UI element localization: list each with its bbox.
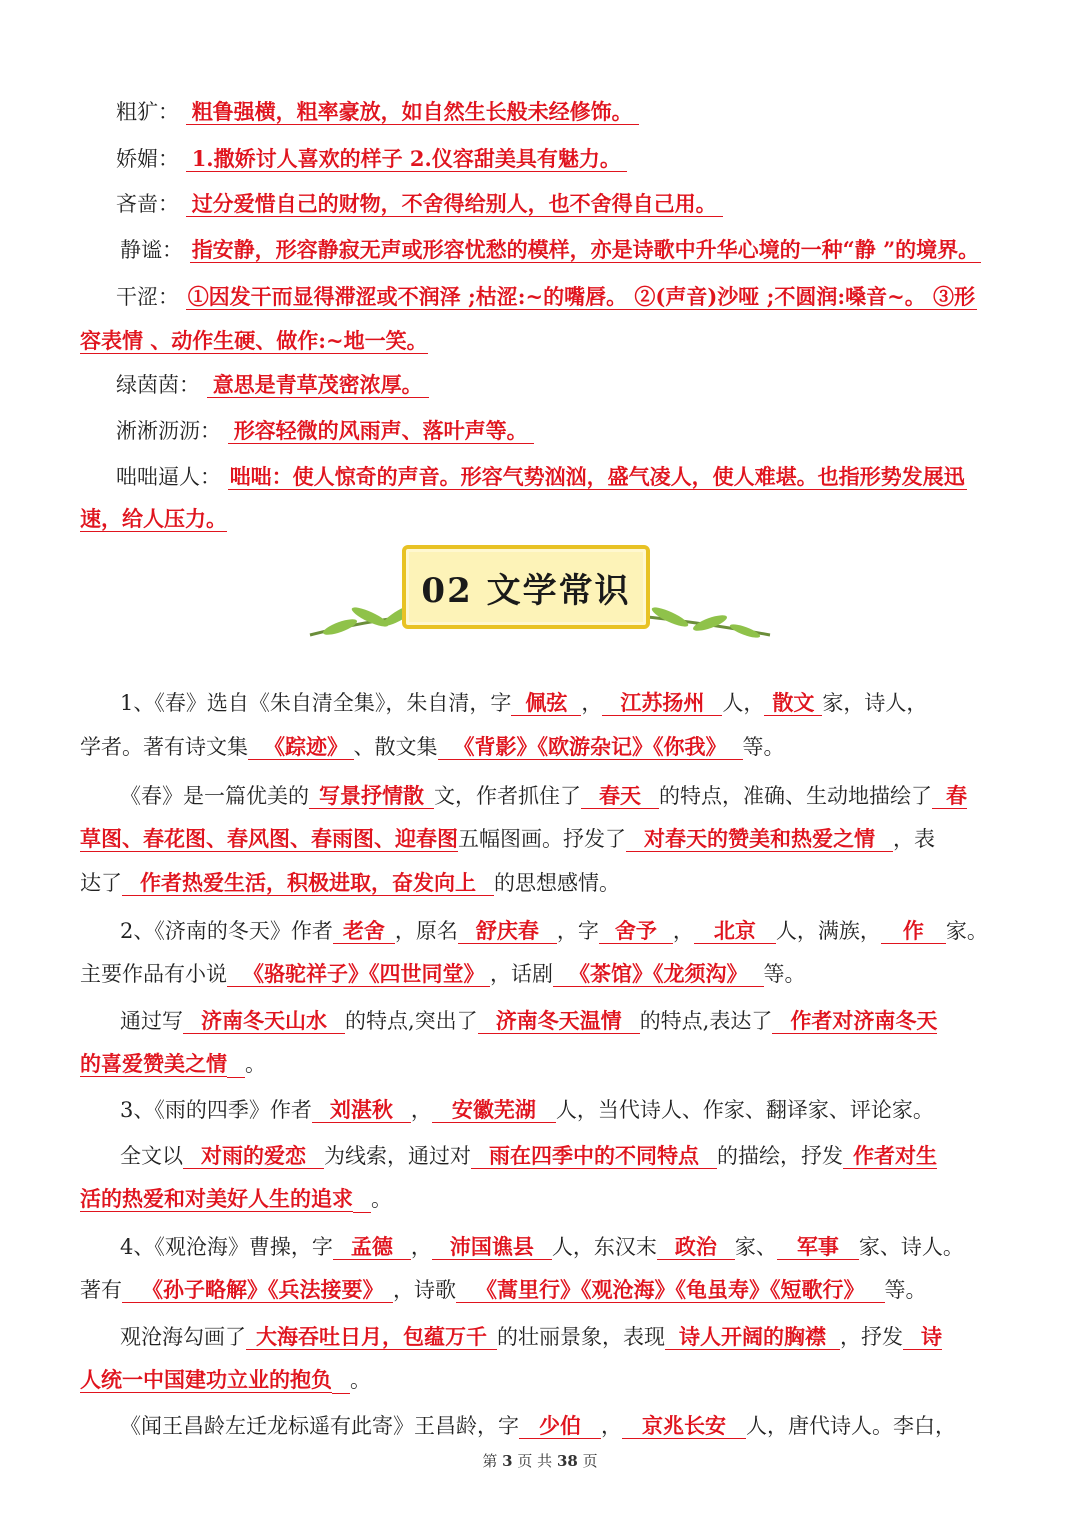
body-text: 家，诗人， — [822, 691, 928, 715]
body-text: 02 — [421, 571, 473, 611]
body-text: 学者。著有诗文集 — [80, 735, 248, 759]
answer-blank — [227, 1051, 245, 1078]
answer-text: 大海吞吐日月，包蕴万千 — [246, 1324, 497, 1350]
answer-text: 北京 — [694, 918, 776, 944]
vocab-term: 娇媚： — [116, 147, 179, 171]
body-text: 的描绘，抒发 — [717, 1144, 843, 1168]
answer-text: 诗人开阔的胸襟 — [665, 1324, 840, 1350]
text-line — [120, 1097, 1000, 1123]
body-text: ，字 — [556, 919, 599, 943]
body-text: ，话剧 — [490, 962, 553, 986]
body-text: 3、《雨的四季》作者 — [120, 1098, 312, 1122]
body-text: ，原名 — [394, 919, 458, 943]
answer-text: 政治 — [657, 1234, 735, 1260]
answer-text: 济南冬天山水 — [183, 1008, 345, 1034]
vocab-term: 吝啬： — [116, 192, 179, 216]
body-text: ， — [672, 919, 694, 943]
vocab-item — [116, 418, 1000, 444]
body-text: 的思想感情。 — [494, 871, 620, 895]
body-text: 家。 — [945, 919, 988, 943]
answer-text: 春天 — [581, 783, 659, 809]
body-text: 等。 — [763, 962, 806, 986]
body-text: 的特点，准确、生动地描绘了 — [659, 784, 932, 808]
body-text: ， — [581, 691, 603, 715]
body-text: 家、 — [734, 1235, 777, 1259]
vocab-definition: 意思是青草茂密浓厚。 — [207, 372, 429, 398]
body-text: 页 — [582, 1452, 598, 1470]
body-text: 人， — [722, 691, 765, 715]
answer-text: 老舍 — [333, 918, 395, 944]
text-line — [80, 961, 1000, 987]
body-text: 2、《济南的冬天》作者 — [120, 919, 333, 943]
body-text: 全文以 — [120, 1144, 183, 1168]
text-line — [120, 1234, 1000, 1260]
answer-text: 江苏扬州 — [602, 690, 722, 716]
vocab-definition: 速，给人压力。 — [80, 506, 227, 531]
body-text: 页 共 — [517, 1452, 553, 1470]
body-text: 的特点,突出了 — [345, 1009, 478, 1033]
vocab-definition: 粗鲁强横，粗率豪放，如自然生长般未经修饰。 — [186, 99, 639, 125]
body-text: 第 — [482, 1452, 498, 1470]
body-text: 五幅图画。抒发了 — [458, 827, 626, 851]
vocab-term: 淅淅沥沥： — [116, 419, 221, 443]
body-text: 通过写 — [120, 1009, 183, 1033]
body-text: 。 — [350, 1368, 371, 1392]
text-line — [120, 1008, 1000, 1034]
body-text: 观沧海勾画了 — [120, 1325, 246, 1349]
body-text: 的壮丽景象，表现 — [497, 1325, 665, 1349]
answer-text: 军事 — [777, 1234, 859, 1260]
answer-text: 草图、春花图、春风图、春雨图、迎春图 — [80, 826, 458, 851]
vocab-item-continued — [80, 328, 1000, 354]
text-line — [120, 1324, 1000, 1350]
answer-text: 京兆长安 — [622, 1413, 746, 1439]
body-text: 等。 — [884, 1278, 927, 1302]
vocab-definition: 过分爱惜自己的财物，不舍得给别人，也不舍得自己用。 — [186, 191, 723, 217]
answer-text: 舒庆春 — [458, 918, 557, 944]
answer-text: 舍予 — [599, 918, 673, 944]
vocab-term: 粗犷： — [116, 100, 179, 124]
vocab-definition: 形容轻微的风雨声、落叶声等。 — [228, 418, 534, 444]
body-text: 达了 — [80, 871, 122, 895]
body-text: 人，当代诗人、作家、翻译家、评论家。 — [555, 1098, 934, 1122]
page-total: 38 — [556, 1452, 578, 1470]
body-text: ， — [601, 1414, 622, 1438]
body-text: 。 — [245, 1052, 266, 1076]
answer-text: 《踪迹》 — [248, 734, 354, 760]
body-text: 4、《观沧海》曹操，字 — [120, 1235, 333, 1259]
answer-text: 作 — [881, 918, 946, 944]
answer-text: 写景抒情散 — [309, 783, 434, 809]
vocab-definition: ①因发干而显得滞涩或不润泽 ;枯涩:~的嘴唇。 ②(声音)沙哑 ;不圆润:嗓音~。 ③形 — [187, 284, 976, 309]
vocab-item — [116, 146, 1000, 172]
body-text: 文学常识 — [486, 571, 631, 611]
text-line — [80, 1051, 1000, 1078]
body-text: 人，东汉末 — [551, 1235, 657, 1259]
answer-text: 雨在四季中的不同特点 — [471, 1143, 717, 1169]
text-line — [80, 826, 1000, 852]
body-text: ， — [410, 1235, 432, 1259]
vocab-term: 绿茵茵： — [116, 373, 200, 397]
body-text: ，诗歌 — [393, 1278, 456, 1302]
body-text: ，抒发 — [840, 1325, 903, 1349]
body-text: 文，作者抓住了 — [434, 784, 581, 808]
answer-blank — [353, 1186, 371, 1213]
body-text: 著有 — [80, 1278, 122, 1302]
text-line — [120, 918, 1000, 944]
body-text: 《春》是一篇优美的 — [120, 784, 309, 808]
section-title-box — [402, 545, 650, 629]
answer-text: 作者对生 — [843, 1143, 937, 1169]
body-text: 1、《春》选自《朱自清全集》，朱自清，字 — [120, 691, 512, 715]
answer-text: 活的热爱和对美好人生的追求 — [80, 1186, 353, 1211]
answer-text: 的喜爱赞美之情 — [80, 1051, 227, 1076]
answer-text: 春 — [932, 783, 967, 809]
answer-text: 《骆驼祥子》《四世同堂》 — [227, 961, 490, 987]
section-banner — [300, 535, 780, 665]
page-footer — [0, 1450, 1080, 1471]
page-number: 3 — [502, 1452, 513, 1470]
text-line — [80, 1277, 1000, 1303]
vocab-term: 静谧： — [120, 238, 183, 262]
section-title — [406, 563, 646, 612]
answer-text: 刘湛秋 — [312, 1097, 411, 1123]
answer-text: 作者热爱生活，积极进取，奋发向上 — [122, 870, 494, 896]
answer-blank — [332, 1367, 350, 1394]
answer-text: 对雨的爱恋 — [183, 1143, 324, 1169]
answer-text: 作者对济南冬天 — [772, 1008, 937, 1034]
body-text: ，表 — [893, 827, 935, 851]
vocab-term: 干涩： — [116, 285, 179, 309]
body-text: 人，满族， — [775, 919, 881, 943]
vocab-item — [116, 284, 1000, 310]
answer-text: 佩弦 — [511, 690, 581, 716]
body-text: 等。 — [742, 735, 785, 759]
answer-text: 人统一中国建功立业的抱负 — [80, 1367, 332, 1392]
text-line — [80, 1186, 1000, 1213]
answer-text: 济南冬天温情 — [478, 1008, 640, 1034]
vocab-item — [116, 372, 1000, 398]
answer-text: 《蒿里行》《观沧海》《龟虽寿》《短歌行》 — [456, 1277, 885, 1303]
text-line — [80, 1367, 1000, 1394]
text-line — [120, 1413, 1000, 1439]
answer-text: 少伯 — [519, 1413, 601, 1439]
answer-text: 沛国谯县 — [432, 1234, 552, 1260]
vocab-definition: 容表情 、动作生硬、做作:~地一笑。 — [80, 328, 428, 353]
text-line — [80, 870, 1000, 896]
body-text: 《闻王昌龄左迁龙标遥有此寄》王昌龄，字 — [120, 1414, 519, 1438]
answer-text: 散文 — [764, 690, 822, 716]
answer-text: 孟德 — [333, 1234, 411, 1260]
body-text: 的特点,表达了 — [639, 1009, 773, 1033]
vocab-item — [116, 464, 1000, 490]
answer-text: 《孙子略解》《兵法接要》 — [122, 1277, 393, 1303]
body-text: 主要作品有小说 — [80, 962, 227, 986]
vocab-definition: 1.撒娇讨人喜欢的样子 2.仪容甜美具有魅力。 — [186, 146, 627, 172]
answer-text: 《背影》《欧游杂记》《你我》 — [438, 734, 743, 760]
body-text: 、散文集 — [353, 735, 438, 759]
body-text: ， — [410, 1098, 432, 1122]
text-line — [120, 690, 1000, 716]
vocab-item — [120, 237, 1000, 263]
vocab-item — [116, 99, 1000, 125]
answer-text: 安徽芜湖 — [432, 1097, 556, 1123]
text-line — [80, 734, 1000, 760]
vocab-definition: 指安静，形容静寂无声或形容忧愁的模样，亦是诗歌中升华心境的一种“静 ”的境界。 — [191, 237, 980, 262]
vocab-item — [116, 191, 1000, 217]
answer-text: 《茶馆》《龙须沟》 — [553, 961, 764, 987]
vocab-item-continued — [80, 506, 1000, 532]
answer-text: 诗 — [903, 1324, 942, 1350]
body-text: 家、诗人。 — [858, 1235, 964, 1259]
text-line — [120, 783, 1000, 809]
vocab-definition: 咄咄：使人惊奇的声音。形容气势汹汹，盛气凌人，使人难堪。也指形势发展迅 — [229, 464, 965, 489]
vocab-term: 咄咄逼人： — [116, 465, 221, 489]
body-text: 为线索，通过对 — [324, 1144, 471, 1168]
body-text: 人，唐代诗人。李白， — [746, 1414, 956, 1438]
body-text: 。 — [371, 1187, 392, 1211]
text-line — [120, 1143, 1000, 1169]
answer-text: 对春天的赞美和热爱之情 — [626, 826, 893, 852]
